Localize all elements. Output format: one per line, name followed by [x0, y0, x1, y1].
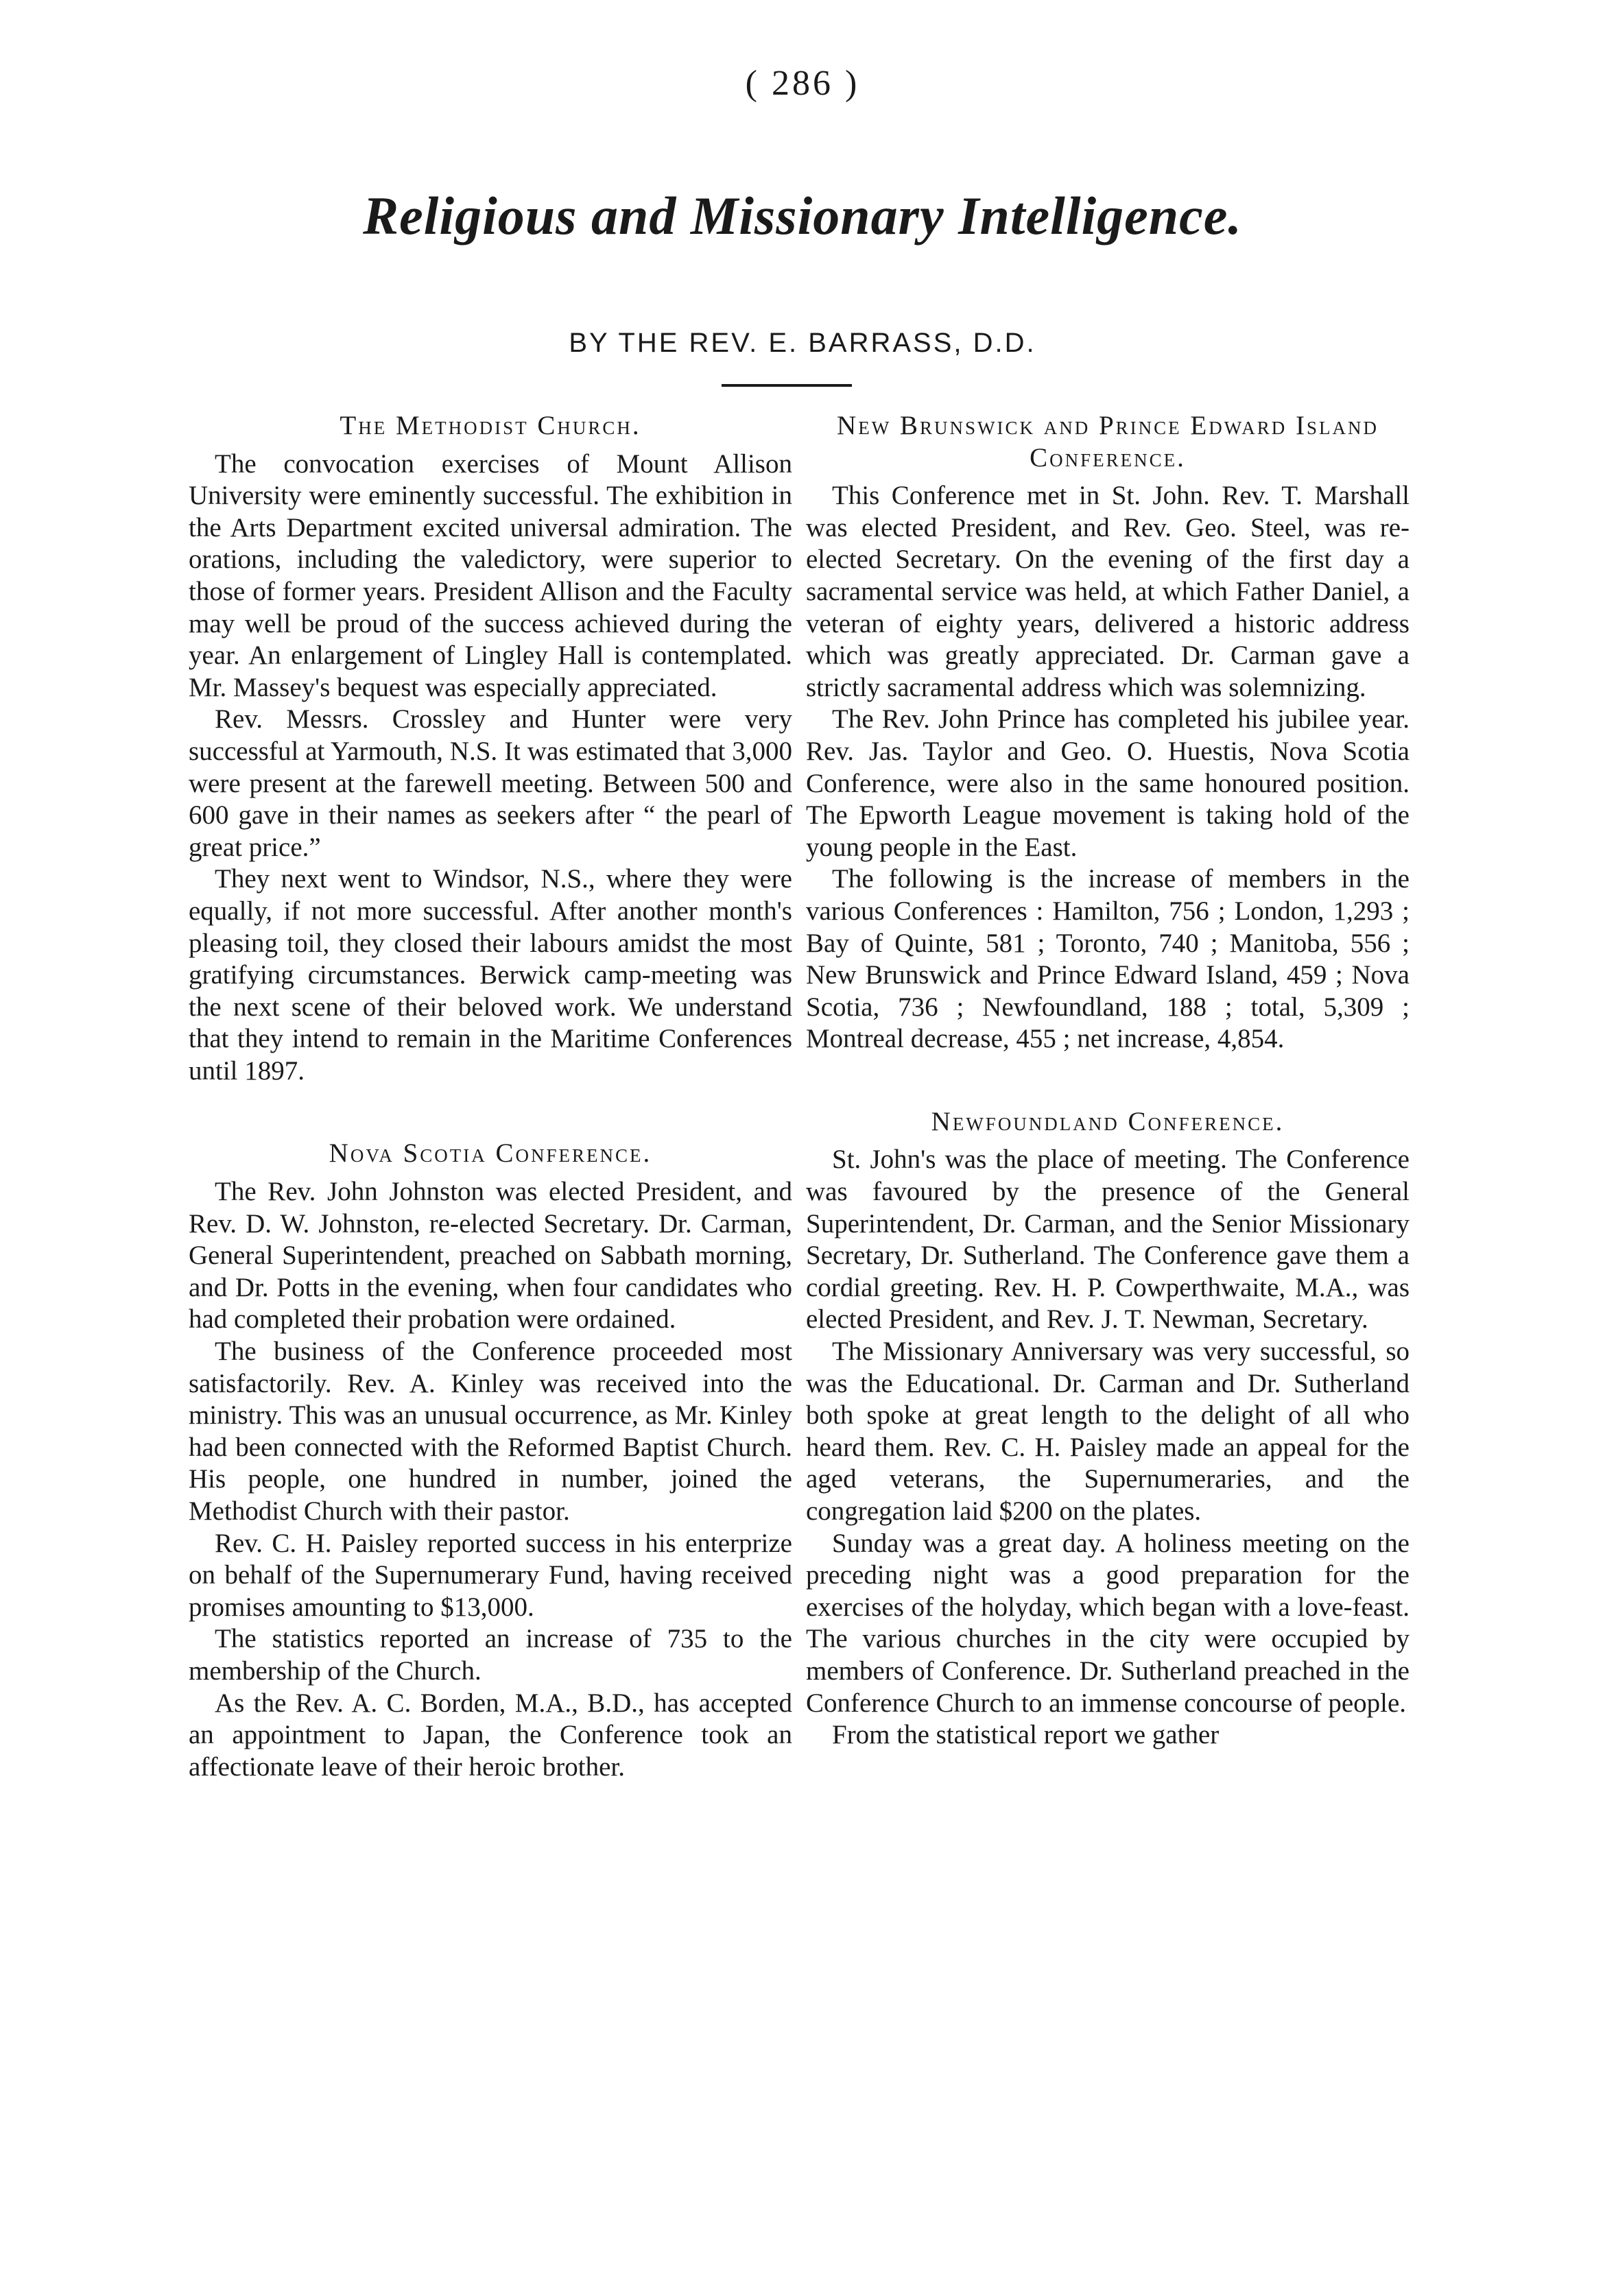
- paragraph: St. John's was the place of meeting. The Conference was favoured by the presence of the General Superintendent, Dr. Carman, and the Senior Missionary Secretary, Dr. Sutherland. The Conference gave them a cordial greeting. Rev. H. P. Cowperthwaite, M.A., was elected President, and Rev. J. T. Newman, Secretary.: [806, 1145, 1410, 1335]
- paragraph: Rev. C. H. Paisley reported success in his enterprize on behalf of the Supernumerary Fund, having received promises amounting to $13,000.: [189, 1528, 792, 1622]
- paragraph: The Rev. John Johnston was elected President, and Rev. D. W. Johnston, re-elected Secretary. Dr. Carman, General Superintendent, preached on Sabbath morning, and Dr. Potts in the evening, when four candidates who had completed their probation were ordained.: [189, 1177, 792, 1335]
- section-new-brunswick-conference: [806, 410, 1410, 1055]
- section-nova-scotia-conference: [189, 1138, 792, 1783]
- paragraph: Rev. Messrs. Crossley and Hunter were very successful at Yarmouth, N.S. It was estimated that 3,000 were present at the farewell meeting. Between 500 and 600 gave in their names as seekers after “ the pearl of great price.”: [189, 704, 792, 862]
- section-methodist-church: [189, 410, 792, 1087]
- right-column: [806, 410, 1410, 1751]
- page-number: ( 286 ): [745, 64, 860, 103]
- paragraph: The business of the Conference proceeded most satisfactorily. Rev. A. Kinley was received into the ministry. This was an unusual occurrence, as Mr. Kinley had been connected with the Reformed Baptist Church. His people, one hundred in number, joined the Methodist Church with their pastor.: [189, 1337, 792, 1526]
- paragraph: The statistics reported an increase of 735 to the membership of the Church.: [189, 1624, 792, 1686]
- section-heading: The Methodist Church.: [340, 411, 641, 440]
- paragraph: Sunday was a great day. A holiness meeting on the preceding night was a good preparation for the exercises of the holyday, which began with a love-feast. The various churches in the city were occupied by members of Conference. Dr. Sutherland preached in the Conference Church to an immense concourse of people.: [806, 1528, 1410, 1718]
- section-heading: Nova Scotia Conference.: [329, 1138, 652, 1169]
- paragraph: The Rev. John Prince has completed his jubilee year. Rev. Jas. Taylor and Geo. O. Huestis, Nova Scotia Conference, were also in the same honoured position. The Epworth League movement is taking hold of the young people in the East.: [806, 704, 1410, 862]
- paragraph: From the statistical report we gather: [832, 1720, 1220, 1750]
- paragraph: They next went to Windsor, N.S., where they were equally, if not more successful. After another month's pleasing toil, they closed their labours amidst the most gratifying circumstances. Berwick camp-meeting was the next scene of their beloved work. We understand that they intend to remain in the Maritime Conferences until 1897.: [189, 864, 792, 1086]
- paragraph: As the Rev. A. C. Borden, M.A., B.D., has accepted an appointment to Japan, the Conference took an affectionate leave of their heroic brother.: [189, 1688, 792, 1782]
- page-title: Religious and Missionary Intelligence.: [363, 186, 1242, 246]
- paragraph: The Missionary Anniversary was very successful, so was the Educational. Dr. Carman and Dr. Sutherland both spoke at great length to the delight of all who heard them. Rev. C. H. Paisley made an appeal for the aged veterans, the Supernumeraries, and the congregation laid $200 on the plates.: [806, 1337, 1410, 1526]
- paragraph: The convocation exercises of Mount Allison University were eminently successful. The exhibition in the Arts Department excited universal admiration. The orations, including the valedictory, were superior to those of former years. President Allison and the Faculty may well be proud of the success achieved during the year. An enlargement of Lingley Hall is contemplated. Mr. Massey's bequest was especially appreciated.: [189, 449, 792, 702]
- title-divider: [722, 384, 852, 387]
- paragraph: This Conference met in St. John. Rev. T. Marshall was elected President, and Rev. Geo. Steel, was re-elected Secretary. On the evening of the first day a sacramental service was held, at which Father Daniel, a veteran of eighty years, delivered a historic address which was greatly appreciated. Dr. Carman gave a strictly sacramental address which was solemnizing.: [806, 481, 1410, 702]
- byline: BY THE REV. E. BARRASS, D.D.: [569, 328, 1036, 358]
- paragraph: The following is the increase of members in the various Conferences : Hamilton, 756 ; London, 1,293 ; Bay of Quinte, 581 ; Toronto, 740 ; Manitoba, 556 ; New Brunswick and Prince Edward Island, 459 ; Nova Scotia, 736 ; Newfoundland, 188 ; total, 5,309 ; Montreal decrease, 455 ; net increase, 4,854.: [806, 864, 1410, 1054]
- section-heading: Newfoundland Conference.: [931, 1106, 1285, 1136]
- left-column: [189, 410, 792, 1783]
- section-heading: New Brunswick and Prince Edward Island Conference.: [837, 411, 1379, 473]
- section-newfoundland-conference: [806, 1106, 1410, 1751]
